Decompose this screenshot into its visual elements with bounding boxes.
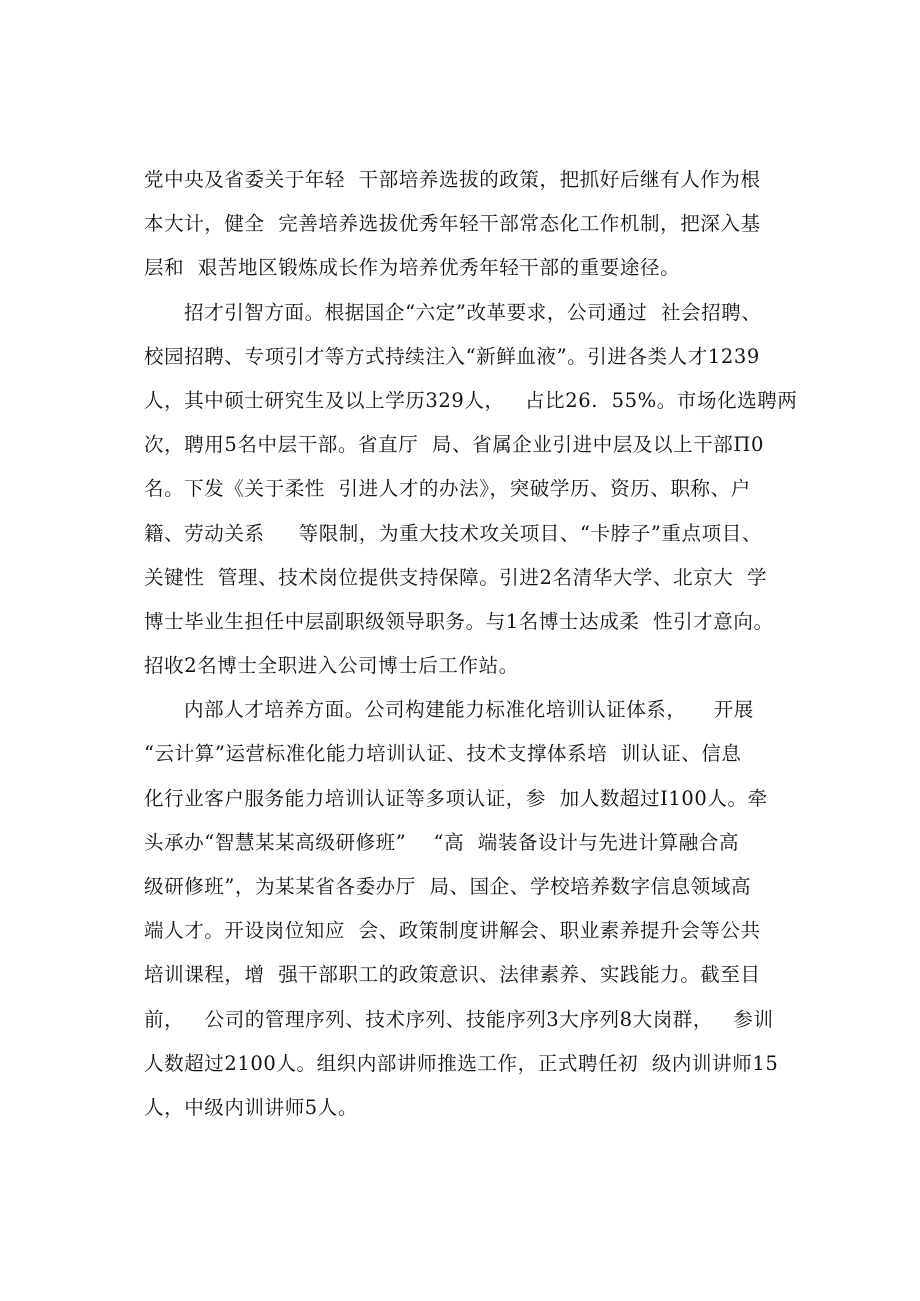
text-line: 招才引智方面。根据国企“六定”改革要求，公司通过 社会招聘、 — [184, 300, 762, 324]
text-line: 籍、劳动关系 等限制，为重大技术攻关项目、“卡脖子”重点项目、 — [144, 521, 762, 545]
document-body — [144, 158, 814, 1130]
text-line: 内部人才培养方面。公司构建能力标准化培训认证体系， 开展 — [184, 698, 754, 722]
text-line: 前， 公司的管理序列、技术序列、技能序列3大序列8大岗群， 参训 — [144, 1007, 774, 1031]
text-line: 名。下发《关于柔性 引进人才的办法》，突破学历、资历、职称、户 — [144, 477, 751, 501]
text-line: 化行业客户服务能力培训认证等多项认证，参 加人数超过I100人。牵 — [144, 786, 768, 810]
text-line: 头承办“智慧某某高级研修班” “高 端装备设计与先进计算融合高 — [144, 830, 740, 854]
text-line: 人数超过2100人。组织内部讲师推选工作，正式聘任初 级内训讲师15 — [144, 1051, 779, 1075]
text-line: 人，其中硕士研究生及以上学历329人， 占比26. 55%。市场化选聘两 — [144, 388, 798, 412]
paragraph-internal-training — [144, 688, 814, 1130]
text-line: 端人才。开设岗位知应 会、政策制度讲解会、职业素养提升会等公共 — [144, 919, 761, 943]
text-line: 关键性 管理、技术岗位提供支持保障。引进2名清华大学、北京大 学 — [144, 565, 768, 589]
text-line: 层和 艰苦地区锻炼成长作为培养优秀年轻干部的重要途径。 — [144, 256, 681, 280]
text-line: 招收2名博士全职进入公司博士后工作站。 — [144, 654, 519, 678]
text-line: 次，聘用5名中层干部。省直厅 局、省属企业引进中层及以上干部Π0 — [144, 433, 765, 457]
text-line: 级研修班”，为某某省各委办厅 局、国企、学校培养数字信息领域高 — [144, 875, 752, 898]
text-line: 本大计，健全 完善培养选拔优秀年轻干部常态化工作机制，把深入基 — [144, 212, 761, 236]
text-line: “云计算”运营标准化能力培训认证、技术支撑体系培 训认证、信息 — [144, 742, 742, 766]
text-line: 校园招聘、专项引才等方式持续注入“新鲜血液”。引进各类人才1239 — [144, 344, 760, 368]
text-line: 培训课程，增 强干部职工的政策意识、法律素养、实践能力。截至目 — [144, 963, 761, 987]
paragraph-policy — [144, 158, 814, 291]
paragraph-talent-recruitment — [144, 291, 814, 689]
text-line: 党中央及省委关于年轻 干部培养选拔的政策，把抓好后继有人作为根 — [144, 168, 761, 191]
text-line: 人，中级内训讲师5人。 — [144, 1095, 359, 1119]
text-line: 博士毕业生担任中层副职级领导职务。与1名博士达成柔 性引才意向。 — [144, 609, 774, 633]
